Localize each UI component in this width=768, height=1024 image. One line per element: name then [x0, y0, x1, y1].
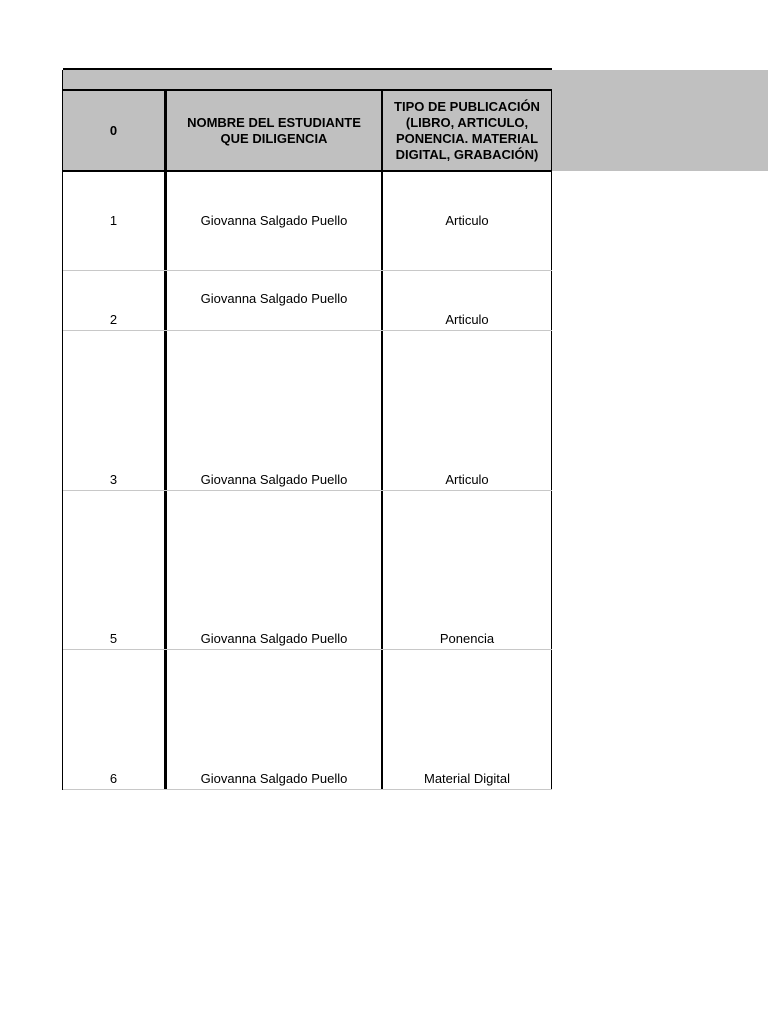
- header-cell-publication-type: [383, 91, 551, 170]
- header-student-name-label: NOMBRE DEL ESTUDIANTE QUE DILIGENCIA: [187, 114, 361, 146]
- table-row-1-type: [383, 172, 551, 270]
- table-row-1-name: [167, 172, 381, 270]
- publication-type: Articulo: [445, 312, 489, 327]
- row-number: 5: [109, 631, 118, 646]
- table-row-5-name: [167, 491, 381, 649]
- table-row-2-name: [167, 271, 381, 330]
- student-name: Giovanna Salgado Puello: [200, 631, 348, 646]
- publication-type: Articulo: [445, 213, 489, 228]
- row-number: 2: [109, 312, 118, 327]
- header-cell-student-name: [167, 91, 381, 170]
- header-publication-type-label: TIPO DE PUBLICACIÓN (LIBRO, ARTICULO, PONENCIA. MATERIAL DIGITAL, GRABACIÓN): [394, 98, 540, 162]
- table-row-5-type: [383, 491, 551, 649]
- table-top-border: [63, 68, 552, 70]
- table-row-1-number: [63, 172, 164, 270]
- publication-type: Ponencia: [439, 631, 495, 646]
- table-row-3-name: [167, 331, 381, 490]
- student-name: Giovanna Salgado Puello: [200, 291, 348, 306]
- table-row-6-type: [383, 650, 551, 789]
- row-number: 3: [109, 472, 118, 487]
- header-cell-number: [63, 91, 164, 170]
- table-row-3-type: [383, 331, 551, 490]
- publication-type: Material Digital: [424, 771, 510, 786]
- table-row-6-number: [63, 650, 164, 789]
- student-name: Giovanna Salgado Puello: [200, 213, 348, 228]
- table-row-5-number: [63, 491, 164, 649]
- column-border-right: [551, 89, 552, 790]
- table-row-2-number: [63, 271, 164, 330]
- table-row-6-name: [167, 650, 381, 789]
- publication-type: Articulo: [445, 472, 489, 487]
- student-name: Giovanna Salgado Puello: [200, 472, 348, 487]
- student-name: Giovanna Salgado Puello: [200, 771, 348, 786]
- row-divider: [63, 789, 552, 790]
- header-number-label: 0: [109, 122, 118, 138]
- row-number: 1: [109, 213, 118, 228]
- row-number: 6: [109, 771, 118, 786]
- table-row-3-number: [63, 331, 164, 490]
- table-row-2-type: [383, 271, 551, 330]
